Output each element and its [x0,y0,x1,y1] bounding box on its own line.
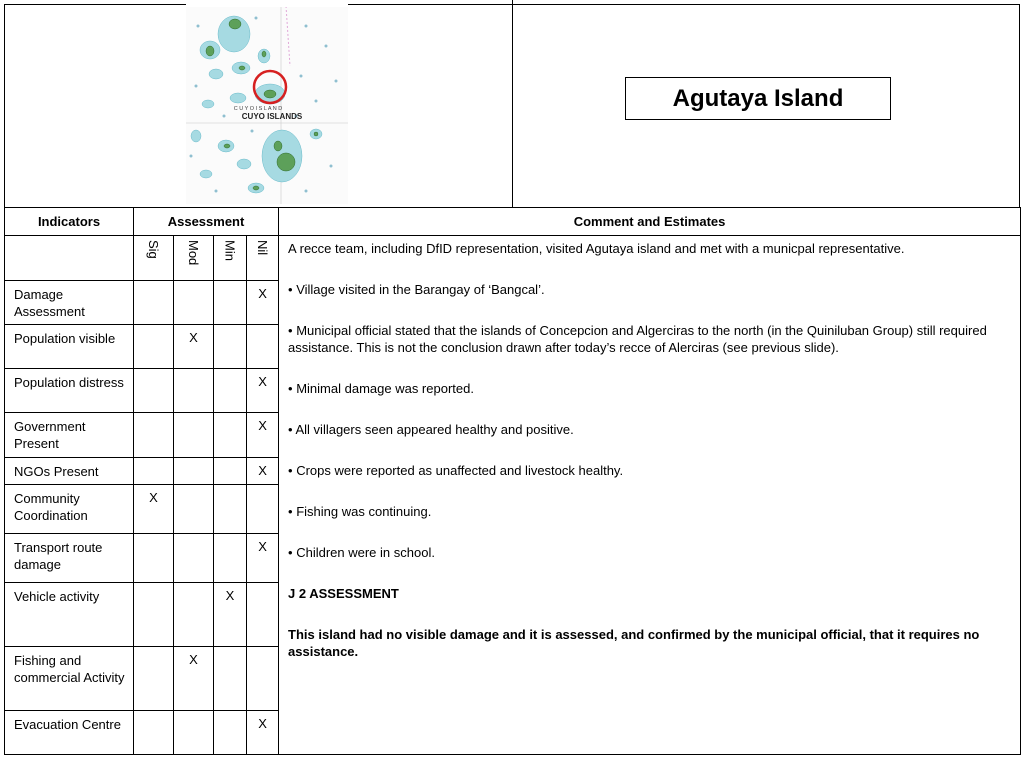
mark-cell [174,458,214,485]
levels-row [5,236,1021,281]
island-map [186,6,348,204]
mark-cell [214,711,247,755]
mark-cell [214,413,247,458]
mark-cell: X [174,325,214,369]
mark-cell: X [247,711,279,755]
mark-cell: X [247,369,279,413]
mark-cell [134,413,174,458]
indicator-label: Vehicle activity [5,583,134,647]
mark-cell [214,485,247,534]
header-row [5,208,1021,236]
comment-line: A recce team, including DfID representation, visited Agutaya island and met with a municpal representative. [288,241,905,256]
mark-cell [214,325,247,369]
mark-cell [174,485,214,534]
level-label: Min [222,240,238,261]
mark-cell: X [214,583,247,647]
assessment-heading: J 2 ASSESSMENT [288,586,399,601]
assessment-table [4,207,1021,755]
comment-line: • Municipal official stated that the islands of Concepcion and Algerciras to the north (in the Quiniluban Group) still required assistance. This is not the conclusion drawn after today’s recce of Alerciras (see previous slide). [288,323,987,355]
map-label-main: CUYO ISLANDS [241,112,303,121]
mark-cell: X [247,413,279,458]
mark-cell [134,369,174,413]
mark-cell [247,647,279,711]
comment-line: • Minimal damage was reported. [288,381,474,396]
page-title: Agutaya Island [672,84,844,112]
mark-cell: X [247,458,279,485]
comment-line: • Children were in school. [288,545,435,560]
mark-cell [134,711,174,755]
header-divider [512,0,513,207]
comment-line: • Fishing was continuing. [288,504,432,519]
mark-cell [174,583,214,647]
level-header-min [214,236,247,281]
mark-cell [134,534,174,583]
mark-cell: X [247,281,279,325]
comment-line: • Village visited in the Barangay of ‘Bangcal’. [288,282,545,297]
mark-cell [214,369,247,413]
mark-cell [247,583,279,647]
mark-cell [134,647,174,711]
mark-cell [214,647,247,711]
indicator-label: Transport route damage [5,534,134,583]
indicator-label: Population visible [5,325,134,369]
map-label-small: C U Y O I S L A N D [233,106,283,112]
indicator-label: Fishing and commercial Activity [5,647,134,711]
mark-cell: X [174,647,214,711]
mark-cell [174,281,214,325]
assessment-header: Assessment [134,208,279,236]
map-reefs [191,16,322,193]
mark-cell [174,413,214,458]
indicator-label: Damage Assessment [5,281,134,325]
comments-cell [279,236,1021,755]
mark-cell [134,458,174,485]
map-graphic [186,6,348,204]
mark-cell [174,534,214,583]
mark-cell [247,325,279,369]
level-header-nil [247,236,279,281]
indicator-label: Evacuation Centre [5,711,134,755]
mark-cell [134,325,174,369]
mark-cell [214,534,247,583]
indicator-label: NGOs Present [5,458,134,485]
level-label: Nil [255,240,271,256]
level-label: Sig [146,240,161,259]
indicator-label: Population distress [5,369,134,413]
map-boundary-line [286,6,290,66]
indicator-label: Community Coordination [5,485,134,534]
mark-cell [134,281,174,325]
comments-header: Comment and Estimates [279,208,1021,236]
comment-line: • Crops were reported as unaffected and livestock healthy. [288,463,624,478]
mark-cell [134,583,174,647]
title-box [625,77,891,120]
mark-cell: X [247,534,279,583]
level-header-sig [134,236,174,281]
assessment-conclusion: This island had no visible damage and it is assessed, and confirmed by the municipal official, that it requires no assistance. [288,627,980,659]
mark-cell: X [134,485,174,534]
mark-cell [174,369,214,413]
mark-cell [247,485,279,534]
level-header-mod [174,236,214,281]
comment-line: • All villagers seen appeared healthy and positive. [288,422,574,437]
level-label: Mod [186,240,201,266]
mark-cell [214,458,247,485]
mark-cell [174,711,214,755]
mark-cell [214,281,247,325]
indicator-label: Government Present [5,413,134,458]
indicators-header: Indicators [5,208,134,236]
blank-cell [5,236,134,281]
